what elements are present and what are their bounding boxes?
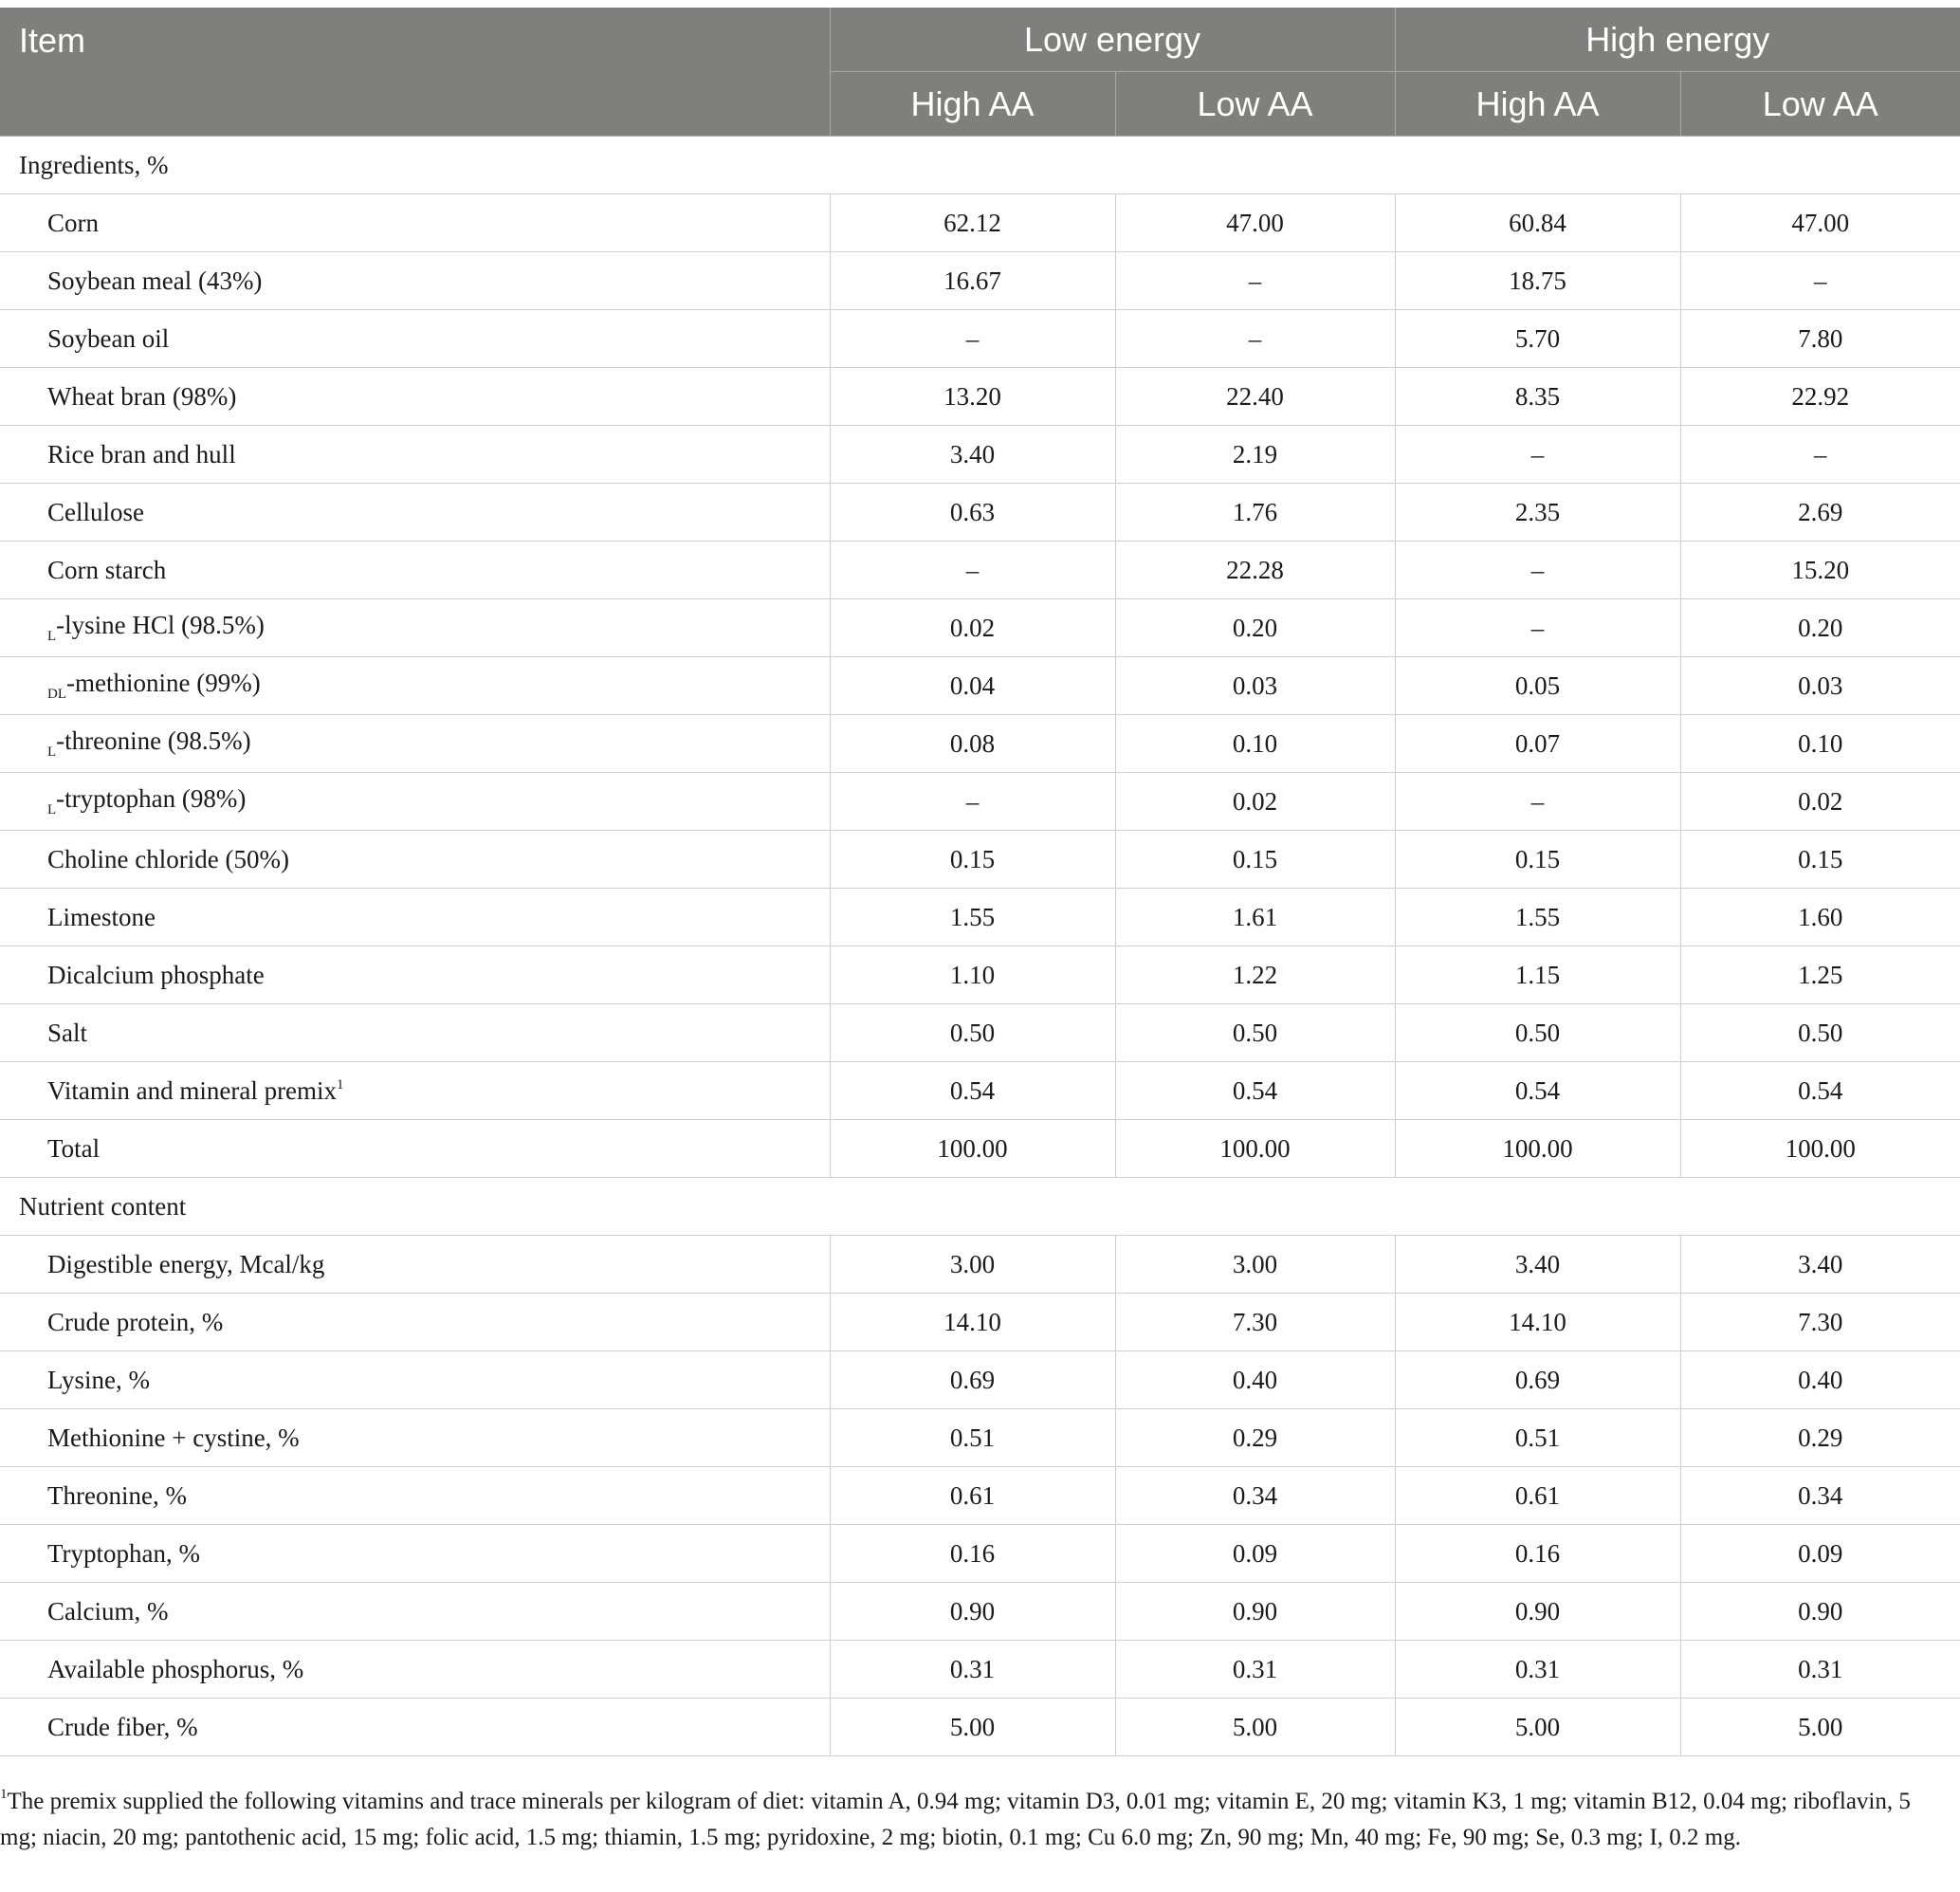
table-cell: – — [830, 310, 1115, 368]
table-cell: 3.00 — [1115, 1236, 1395, 1294]
row-label-text: Threonine, % — [47, 1480, 187, 1510]
row-label-text: Digestible energy, Mcal/kg — [47, 1249, 325, 1278]
table-cell: 1.55 — [830, 889, 1115, 946]
section-row — [0, 137, 1960, 194]
table-cell: 22.40 — [1115, 368, 1395, 426]
table-row — [0, 310, 1960, 368]
table-cell: 0.31 — [830, 1641, 1115, 1699]
table-row — [0, 1525, 1960, 1583]
table-cell: 62.12 — [830, 194, 1115, 252]
table-cell: 60.84 — [1395, 194, 1680, 252]
row-label — [0, 657, 830, 715]
table-row — [0, 599, 1960, 657]
row-label-text: Rice bran and hull — [47, 439, 236, 468]
table-row — [0, 542, 1960, 599]
table-cell: 0.15 — [830, 831, 1115, 889]
table-cell: 0.03 — [1680, 657, 1960, 715]
table-row — [0, 1294, 1960, 1351]
table-cell: 18.75 — [1395, 252, 1680, 310]
table-row — [0, 426, 1960, 484]
row-label-text: Cellulose — [47, 497, 144, 526]
table-cell: 0.09 — [1680, 1525, 1960, 1583]
table-cell: 3.40 — [830, 426, 1115, 484]
table-cell: – — [1680, 252, 1960, 310]
table-cell: 13.20 — [830, 368, 1115, 426]
table-cell: 100.00 — [830, 1120, 1115, 1178]
row-label — [0, 542, 830, 599]
row-label-text: -lysine HCl (98.5%) — [56, 611, 265, 639]
row-label-text: Limestone — [47, 902, 156, 931]
diet-composition-table — [0, 8, 1960, 1756]
table-cell: 0.29 — [1680, 1409, 1960, 1467]
table-cell: 0.40 — [1680, 1351, 1960, 1409]
table-row — [0, 831, 1960, 889]
table-cell: – — [830, 542, 1115, 599]
table-cell: 100.00 — [1680, 1120, 1960, 1178]
header-row-groups — [0, 8, 1960, 72]
table-cell: 0.02 — [1680, 773, 1960, 831]
row-label — [0, 368, 830, 426]
table-cell: 0.34 — [1115, 1467, 1395, 1525]
table-cell: 22.92 — [1680, 368, 1960, 426]
row-label — [0, 1641, 830, 1699]
table-cell: 5.00 — [1115, 1699, 1395, 1756]
table-cell: 0.08 — [830, 715, 1115, 773]
table-cell: 14.10 — [1395, 1294, 1680, 1351]
table-cell: – — [1395, 599, 1680, 657]
table-cell: 1.60 — [1680, 889, 1960, 946]
row-label — [0, 310, 830, 368]
table-cell: 16.67 — [830, 252, 1115, 310]
table-row — [0, 946, 1960, 1004]
table-cell: 7.80 — [1680, 310, 1960, 368]
row-label-text: Crude protein, % — [47, 1307, 224, 1336]
table-cell: 7.30 — [1115, 1294, 1395, 1351]
row-label — [0, 1583, 830, 1641]
table-cell: – — [1395, 426, 1680, 484]
table-cell: 0.15 — [1680, 831, 1960, 889]
table-cell: 0.03 — [1115, 657, 1395, 715]
row-label-prefix: DL — [47, 687, 66, 702]
row-label — [0, 773, 830, 831]
table-cell: 0.69 — [830, 1351, 1115, 1409]
row-label — [0, 1699, 830, 1756]
row-label-text: Choline chloride (50%) — [47, 844, 289, 873]
header-group-high-energy: High energy — [1395, 8, 1960, 72]
row-label-text: Soybean oil — [47, 323, 170, 353]
table-cell: – — [1115, 252, 1395, 310]
table-cell: 0.29 — [1115, 1409, 1395, 1467]
section-title: Nutrient content — [0, 1178, 1960, 1236]
table-cell: 0.54 — [830, 1062, 1115, 1120]
table-cell: 0.31 — [1395, 1641, 1680, 1699]
row-label-text: Soybean meal (43%) — [47, 266, 263, 295]
table-cell: 2.35 — [1395, 484, 1680, 542]
table-row — [0, 1699, 1960, 1756]
table-cell: 5.00 — [1395, 1699, 1680, 1756]
table-header — [0, 8, 1960, 137]
row-label-prefix: L — [47, 744, 57, 760]
row-label-text: Available phosphorus, % — [47, 1654, 304, 1683]
row-label — [0, 599, 830, 657]
header-sub-high-energy-low-aa: Low AA — [1680, 72, 1960, 137]
table-cell: 0.15 — [1395, 831, 1680, 889]
row-label-text: Dicalcium phosphate — [47, 960, 265, 989]
row-label — [0, 946, 830, 1004]
row-label — [0, 1409, 830, 1467]
row-label-prefix: L — [47, 629, 57, 644]
table-cell: 0.07 — [1395, 715, 1680, 773]
table-body — [0, 137, 1960, 1756]
table-cell: 15.20 — [1680, 542, 1960, 599]
table-cell: 0.51 — [1395, 1409, 1680, 1467]
header-group-low-energy: Low energy — [830, 8, 1395, 72]
table-cell: 0.90 — [1115, 1583, 1395, 1641]
table-cell: – — [1395, 773, 1680, 831]
row-label-text: Tryptophan, % — [47, 1538, 201, 1568]
row-label — [0, 426, 830, 484]
row-label — [0, 889, 830, 946]
table-cell: 0.50 — [1115, 1004, 1395, 1062]
header-sub-high-energy-high-aa: High AA — [1395, 72, 1680, 137]
row-label-text: Vitamin and mineral premix — [47, 1075, 338, 1105]
table-cell: 0.61 — [830, 1467, 1115, 1525]
table-cell: 1.76 — [1115, 484, 1395, 542]
row-label — [0, 194, 830, 252]
table-cell: – — [1680, 426, 1960, 484]
table-row — [0, 1351, 1960, 1409]
footnote-marker: 1 — [0, 1787, 8, 1802]
table-cell: 0.16 — [1395, 1525, 1680, 1583]
table-row — [0, 657, 1960, 715]
row-label — [0, 1236, 830, 1294]
table-row — [0, 1641, 1960, 1699]
table-cell: 1.15 — [1395, 946, 1680, 1004]
row-label — [0, 1062, 830, 1120]
row-label — [0, 1525, 830, 1583]
row-label — [0, 1120, 830, 1178]
table-row — [0, 1409, 1960, 1467]
table-cell: 7.30 — [1680, 1294, 1960, 1351]
table-cell: – — [1115, 310, 1395, 368]
table-cell: 0.10 — [1680, 715, 1960, 773]
row-label-text: Lysine, % — [47, 1365, 150, 1394]
row-label — [0, 831, 830, 889]
row-label-text: -threonine (98.5%) — [56, 726, 251, 755]
table-cell: 47.00 — [1115, 194, 1395, 252]
table-cell: 0.15 — [1115, 831, 1395, 889]
table-row — [0, 889, 1960, 946]
table-row — [0, 1583, 1960, 1641]
table-row — [0, 715, 1960, 773]
footnote-text: The premix supplied the following vitamins and trace minerals per kilogram of diet: vitamin A, 0.94 mg; vitamin D3, 0.01 mg; vitamin E, 20 mg; vitamin K3, 1 mg; vitamin B12, 0.04 mg; riboflavin, 5 mg; niacin, 20 mg; pantothenic acid, 15 mg; folic acid, 1.5 mg; thiamin, 1.5 mg; pyridoxine, 2 mg; biotin, 0.1 mg; Cu 6.0 mg; Zn, 90 mg; Mn, 40 mg; Fe, 90 mg; Se, 0.3 mg; I, 0.2 mg. — [0, 1789, 1911, 1850]
table-cell: 0.16 — [830, 1525, 1115, 1583]
row-label-prefix: L — [47, 802, 57, 817]
footnote-ref: 1 — [337, 1076, 344, 1093]
table-cell: 0.54 — [1680, 1062, 1960, 1120]
table-cell: 100.00 — [1395, 1120, 1680, 1178]
table-cell: 8.35 — [1395, 368, 1680, 426]
header-sub-low-energy-high-aa: High AA — [830, 72, 1115, 137]
table-cell: 0.90 — [1395, 1583, 1680, 1641]
table-cell: 3.40 — [1395, 1236, 1680, 1294]
table-row — [0, 773, 1960, 831]
table-cell: – — [1395, 542, 1680, 599]
table-cell: 0.50 — [1680, 1004, 1960, 1062]
row-label — [0, 1004, 830, 1062]
header-sub-low-energy-low-aa: Low AA — [1115, 72, 1395, 137]
row-label-text: Total — [47, 1133, 101, 1163]
table-cell: 0.02 — [830, 599, 1115, 657]
table-row — [0, 368, 1960, 426]
row-label-text: -methionine (99%) — [66, 669, 261, 697]
row-label — [0, 715, 830, 773]
row-label — [0, 1351, 830, 1409]
table-cell: 1.55 — [1395, 889, 1680, 946]
table-row — [0, 252, 1960, 310]
table-footnote — [0, 1776, 1934, 1856]
table-cell: 3.40 — [1680, 1236, 1960, 1294]
table-cell: 0.50 — [1395, 1004, 1680, 1062]
row-label — [0, 1294, 830, 1351]
table-cell: 0.51 — [830, 1409, 1115, 1467]
row-label-text: Corn starch — [47, 555, 167, 584]
table-cell: 0.69 — [1395, 1351, 1680, 1409]
row-label-text: -tryptophan (98%) — [56, 784, 247, 813]
table-cell: 0.02 — [1115, 773, 1395, 831]
row-label-text: Crude fiber, % — [47, 1712, 198, 1741]
table-cell: 100.00 — [1115, 1120, 1395, 1178]
table-cell: 2.69 — [1680, 484, 1960, 542]
table-cell: 0.54 — [1115, 1062, 1395, 1120]
section-row — [0, 1178, 1960, 1236]
table-row — [0, 1062, 1960, 1120]
table-cell: 0.90 — [1680, 1583, 1960, 1641]
table-cell: 0.63 — [830, 484, 1115, 542]
header-item: Item — [0, 8, 830, 137]
table-row — [0, 1467, 1960, 1525]
table-cell: 0.34 — [1680, 1467, 1960, 1525]
table-cell: 1.10 — [830, 946, 1115, 1004]
table-cell: 0.90 — [830, 1583, 1115, 1641]
row-label-text: Corn — [47, 208, 99, 237]
row-label-text: Methionine + cystine, % — [47, 1423, 300, 1452]
row-label-text: Calcium, % — [47, 1596, 169, 1626]
table-cell: 0.09 — [1115, 1525, 1395, 1583]
table-cell: 1.22 — [1115, 946, 1395, 1004]
table-cell: 14.10 — [830, 1294, 1115, 1351]
table-cell: 0.50 — [830, 1004, 1115, 1062]
row-label-text: Salt — [47, 1018, 88, 1047]
row-label-text: Wheat bran (98%) — [47, 381, 237, 411]
table-cell: 1.25 — [1680, 946, 1960, 1004]
table-cell: 0.54 — [1395, 1062, 1680, 1120]
table-cell: 0.31 — [1680, 1641, 1960, 1699]
table-cell: 22.28 — [1115, 542, 1395, 599]
table-cell: 5.00 — [1680, 1699, 1960, 1756]
table-cell: 0.10 — [1115, 715, 1395, 773]
table-cell: 1.61 — [1115, 889, 1395, 946]
table-row — [0, 194, 1960, 252]
table-row — [0, 484, 1960, 542]
table-row — [0, 1004, 1960, 1062]
table-cell: – — [830, 773, 1115, 831]
table-row — [0, 1120, 1960, 1178]
table-cell: 0.20 — [1115, 599, 1395, 657]
table-row — [0, 1236, 1960, 1294]
table-cell: 0.04 — [830, 657, 1115, 715]
row-label — [0, 252, 830, 310]
table-cell: 5.70 — [1395, 310, 1680, 368]
table-cell: 0.61 — [1395, 1467, 1680, 1525]
row-label — [0, 484, 830, 542]
table-cell: 2.19 — [1115, 426, 1395, 484]
table-cell: 47.00 — [1680, 194, 1960, 252]
table-cell: 0.05 — [1395, 657, 1680, 715]
table-cell: 0.31 — [1115, 1641, 1395, 1699]
table-cell: 0.40 — [1115, 1351, 1395, 1409]
table-cell: 0.20 — [1680, 599, 1960, 657]
table-cell: 5.00 — [830, 1699, 1115, 1756]
table-cell: 3.00 — [830, 1236, 1115, 1294]
row-label — [0, 1467, 830, 1525]
section-title: Ingredients, % — [0, 137, 1960, 194]
